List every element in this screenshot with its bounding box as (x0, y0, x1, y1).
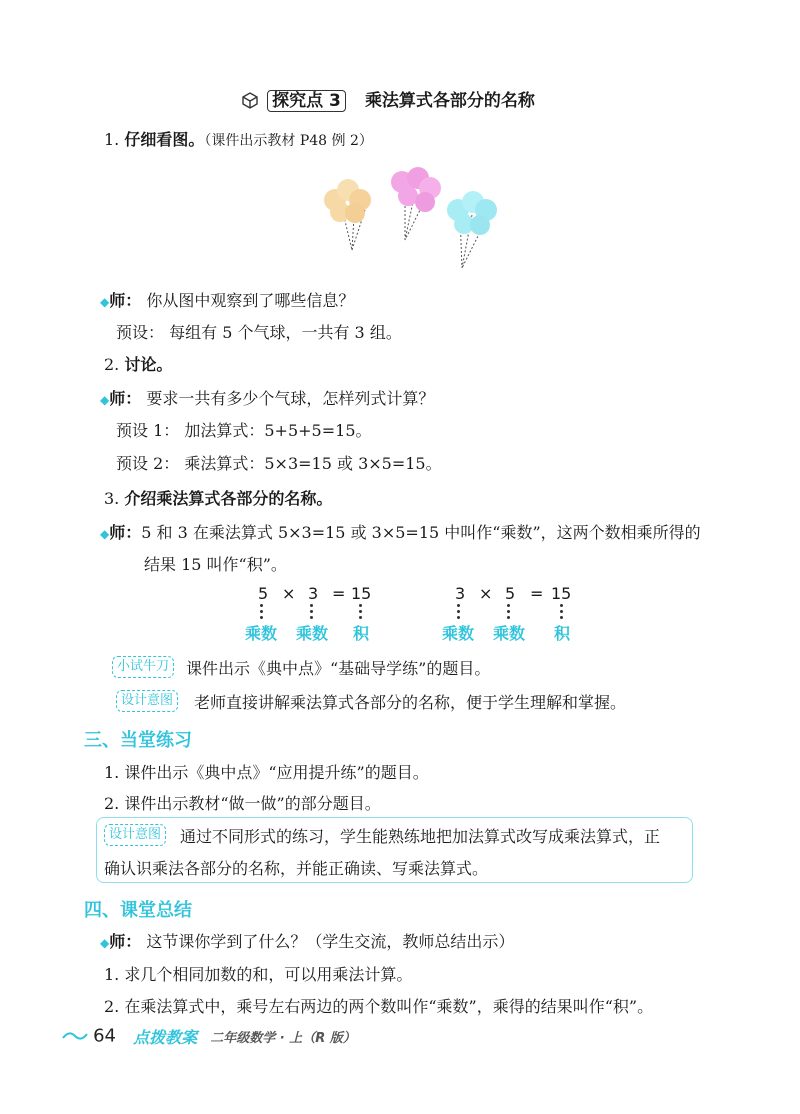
try-text: 课件出示《典中点》“基础导学练”的题目。 (186, 659, 491, 678)
practice-1-num: 1. (104, 763, 120, 782)
step3-title: 介绍乘法算式各部分的名称。 (124, 489, 333, 508)
eq2-product: 15 (551, 584, 572, 603)
p2-label: 预设 2： (116, 454, 180, 473)
eq1-factor-b: 3 (308, 584, 319, 603)
practice-1-text: 课件出示《典中点》“应用提升练”的题目。 (124, 763, 429, 782)
a1-label: 预设： (116, 323, 165, 342)
q1 (100, 288, 354, 311)
bullet-icon: ◆ (100, 936, 110, 950)
design2-tag: 设计意图 (104, 824, 166, 846)
eq2-label-b: 乘数 (493, 624, 526, 643)
page-number: 64 (93, 1025, 116, 1047)
q2-speaker: 师： (109, 389, 142, 408)
summary-1 (104, 962, 412, 985)
balloons-illustration (310, 160, 510, 284)
summary-2 (104, 994, 653, 1017)
practice-1 (104, 760, 429, 783)
eq2-factor-a: 3 (455, 584, 466, 603)
step3 (104, 486, 332, 509)
q1-speaker: 师： (109, 291, 142, 310)
eq2-label-a: 乘数 (442, 624, 475, 643)
balloon-group-orange (324, 179, 371, 250)
summary-2-num: 2. (104, 997, 120, 1016)
step1-note: （课件出示教材 P48 例 2） (204, 133, 373, 149)
q3-speaker: 师： (109, 523, 142, 542)
bullet-icon: ◆ (100, 393, 110, 407)
p2-text: 乘法算式：5×3=15 或 3×5=15。 (184, 454, 442, 473)
balloon-group-cyan (447, 191, 497, 268)
balloon-group-pink (391, 167, 441, 240)
eq2-label-r: 积 (554, 624, 571, 643)
eq1-times: × (282, 584, 296, 603)
step1-title: 仔细看图。 (124, 130, 205, 149)
a1 (116, 320, 402, 343)
q4-text: 这节课你学到了什么？（学生交流，教师总结出示） (146, 932, 515, 951)
eq2-factor-b: 5 (505, 584, 516, 603)
bullet-icon: ◆ (100, 527, 110, 541)
design1-text: 老师直接讲解乘法算式各部分的名称，便于学生理解和掌握。 (194, 693, 627, 712)
design1-tag: 设计意图 (116, 690, 178, 712)
wave-icon (62, 1024, 88, 1048)
design2-line2: 确认识乘法各部分的名称，并能正确读、写乘法算式。 (104, 859, 489, 878)
design2-line1: 通过不同形式的练习，学生能熟练地把加法算式改写成乘法算式，正 (180, 827, 661, 846)
practice-2-text: 课件出示教材“做一做”的部分题目。 (124, 794, 381, 813)
section3-title: 三、当堂练习 (84, 730, 192, 751)
practice-2-num: 2. (104, 794, 120, 813)
eq1-label-a: 乘数 (245, 624, 278, 643)
p2 (116, 451, 442, 474)
eq2-equals: = (530, 584, 544, 603)
heading-title: 乘法算式各部分的名称 (364, 91, 535, 111)
step2 (104, 352, 172, 375)
q3 (100, 520, 701, 543)
step2-title: 讨论。 (124, 355, 173, 374)
cube-icon (240, 91, 260, 113)
eq1-label-r: 积 (353, 624, 370, 643)
book-title: 二年级数学 · 上（R 版） (210, 1030, 356, 1046)
try-tag: 小试牛刀 (112, 656, 174, 678)
eq1-product: 15 (351, 584, 372, 603)
p1-label: 预设 1： (116, 421, 180, 440)
section4-title: 四、课堂总结 (84, 900, 192, 921)
q4 (100, 929, 514, 952)
p1-text: 加法算式：5+5+5=15。 (184, 421, 372, 440)
heading-tag: 探究点 3 (267, 90, 346, 112)
q3-line2: 结果 15 叫作“积”。 (144, 555, 287, 574)
summary-2-text: 在乘法算式中，乘号左右两边的两个数叫作“乘数”，乘得的结果叫作“积”。 (124, 997, 654, 1016)
eq1-factor-a: 5 (258, 584, 269, 603)
eq2-times: × (479, 584, 493, 603)
step1 (104, 127, 373, 150)
q2 (100, 386, 434, 409)
brand-logo: 点拨教案 (133, 1027, 198, 1047)
footer (62, 1024, 356, 1048)
bullet-icon: ◆ (100, 295, 110, 309)
step1-num: 1. (104, 130, 120, 149)
a1-text: 每组有 5 个气球，一共有 3 组。 (169, 323, 402, 342)
p1 (116, 418, 372, 441)
step2-num: 2. (104, 355, 120, 374)
summary-1-text: 求几个相同加数的和，可以用乘法计算。 (124, 965, 413, 984)
q2-text: 要求一共有多少个气球，怎样列式计算？ (146, 389, 435, 408)
eq1-equals: = (332, 584, 346, 603)
q3-line1: 5 和 3 在乘法算式 5×3=15 或 3×5=15 中叫作“乘数”，这两个数相乘所得的 (141, 523, 701, 542)
q1-text: 你从图中观察到了哪些信息？ (146, 291, 355, 310)
heading (240, 86, 535, 113)
q4-speaker: 师： (109, 932, 142, 951)
eq1-label-b: 乘数 (296, 624, 329, 643)
practice-2 (104, 791, 381, 814)
summary-1-num: 1. (104, 965, 120, 984)
step3-num: 3. (104, 489, 120, 508)
